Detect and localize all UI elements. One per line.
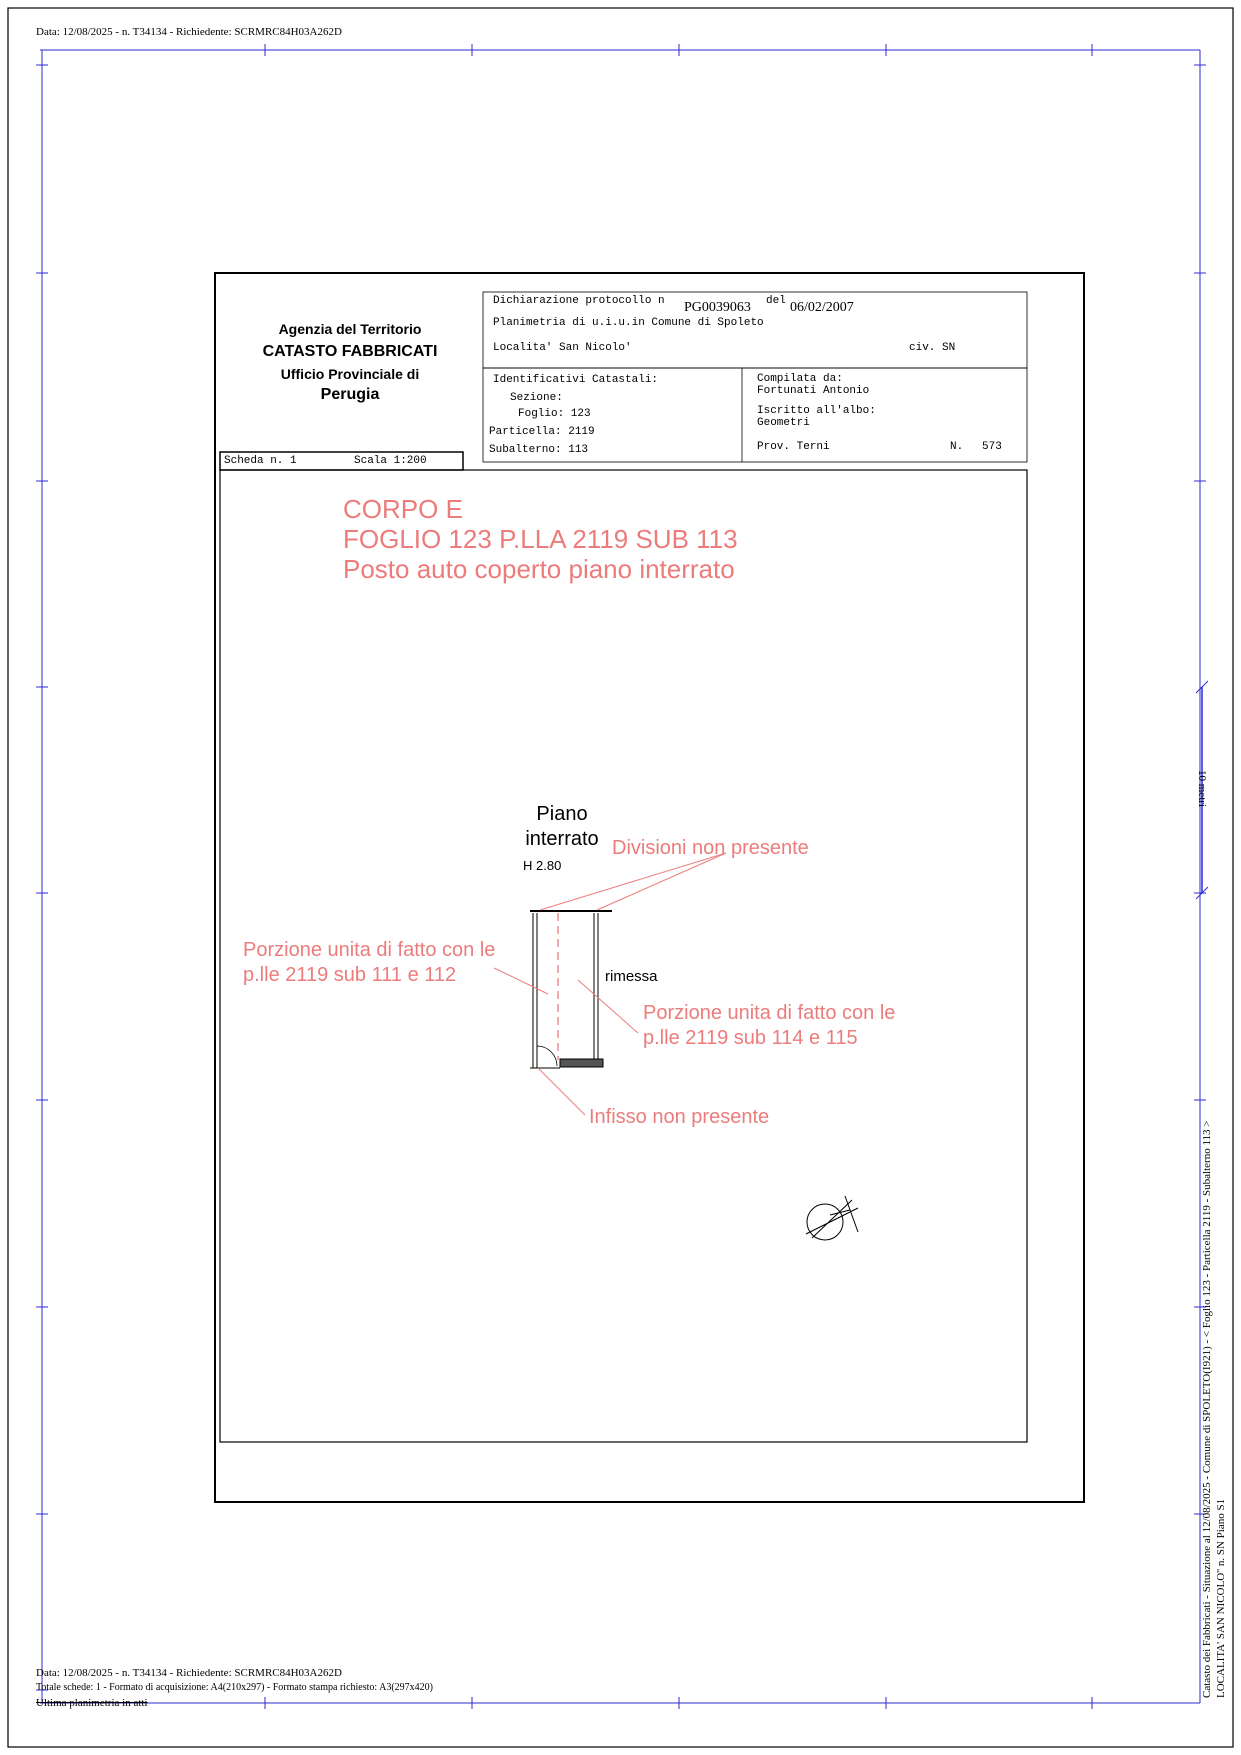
- footer-request-info: Data: 12/08/2025 - n. T34134 - Richiedente: SCRMRC84H03A262D: [36, 1667, 342, 1679]
- annotation-divisioni: Divisioni non presente: [612, 837, 809, 859]
- sheet-frame: [215, 273, 1084, 1502]
- albo-value: Geometri: [757, 417, 810, 429]
- annotation-porzione-left-1: Porzione unita di fatto con le: [243, 939, 496, 961]
- footer-last-plan: Ultima planimetria in atti: [36, 1697, 148, 1709]
- albo-n-value: 573: [982, 441, 1002, 453]
- protocol-del-label: del: [766, 295, 786, 307]
- annotation-title-corpo: CORPO E: [343, 494, 463, 524]
- room-label: rimessa: [605, 968, 658, 985]
- floor-plan: [530, 911, 612, 1068]
- identificativi-title: Identificativi Catastali:: [493, 374, 659, 386]
- scheda-number: Scheda n. 1: [224, 455, 297, 467]
- protocol-number: PG0039063: [684, 300, 751, 315]
- top-request-info: Data: 12/08/2025 - n. T34134 - Richiedente: SCRMRC84H03A262D: [36, 26, 342, 38]
- footer-format-info: Totale schede: 1 - Formato di acquisizione: A4(210x297) - Formato stampa richiesto: A3(297x420): [36, 1682, 433, 1693]
- plan-floor-label-2: interrato: [525, 828, 599, 850]
- particella-label: Particella: 2119: [489, 426, 595, 438]
- foglio-label: Foglio: 123: [518, 408, 591, 420]
- albo-n-label: N.: [950, 441, 964, 453]
- planimetria-label: Planimetria di u.i.u.in Comune di Spoleto: [493, 317, 764, 329]
- provincia-label: Prov. Terni: [757, 441, 830, 453]
- annotation-porzione-left-2: p.lle 2119 sub 111 e 112: [243, 964, 457, 986]
- scale-bar-label: 10 metri: [1196, 770, 1208, 807]
- plan-floor-label-1: Piano: [536, 803, 588, 825]
- ufficio-label: Ufficio Provinciale di: [280, 366, 420, 382]
- annotation-title-foglio: FOGLIO 123 P.LLA 2119 SUB 113: [343, 524, 738, 554]
- agency-name: Agenzia del Territorio: [278, 321, 422, 337]
- subalterno-label: Subalterno: 113: [489, 444, 589, 456]
- scala-label: Scala 1:200: [354, 455, 427, 467]
- annotation-porzione-right-2: p.lle 2119 sub 114 e 115: [643, 1027, 858, 1049]
- north-arrow-icon: [806, 1196, 858, 1240]
- civico-label: civ. SN: [909, 342, 956, 354]
- blue-frame: [36, 44, 1208, 1709]
- iscritto-label: Iscritto all'albo:: [757, 405, 876, 417]
- protocol-label: Dichiarazione protocollo n: [493, 295, 665, 307]
- localita-label: Localita' San Nicolo': [493, 342, 632, 354]
- plan-height: H 2.80: [523, 858, 562, 873]
- side-localita-text: LOCALITA' SAN NICOLO'' n. SN Piano S1: [1215, 1498, 1227, 1698]
- protocol-date: 06/02/2007: [790, 300, 854, 315]
- annotation-porzione-right-1: Porzione unita di fatto con le: [643, 1002, 896, 1024]
- side-situazione-text: Catasto dei Fabbricati - Situazione al 12/08/2025 - Comune di SPOLETO(I921) - < Foglio 123 - Particella 2119 - Subalterno 113 >: [1201, 1120, 1213, 1698]
- catasto-title: CATASTO FABBRICATI: [262, 343, 438, 360]
- compilata-label: Compilata da:: [757, 373, 843, 385]
- ufficio-city: Perugia: [320, 386, 380, 403]
- sezione-label: Sezione:: [510, 392, 563, 404]
- annotation-infisso: Infisso non presente: [589, 1106, 770, 1128]
- compilatore-name: Fortunati Antonio: [757, 385, 870, 397]
- annotation-title-posto: Posto auto coperto piano interrato: [343, 554, 735, 584]
